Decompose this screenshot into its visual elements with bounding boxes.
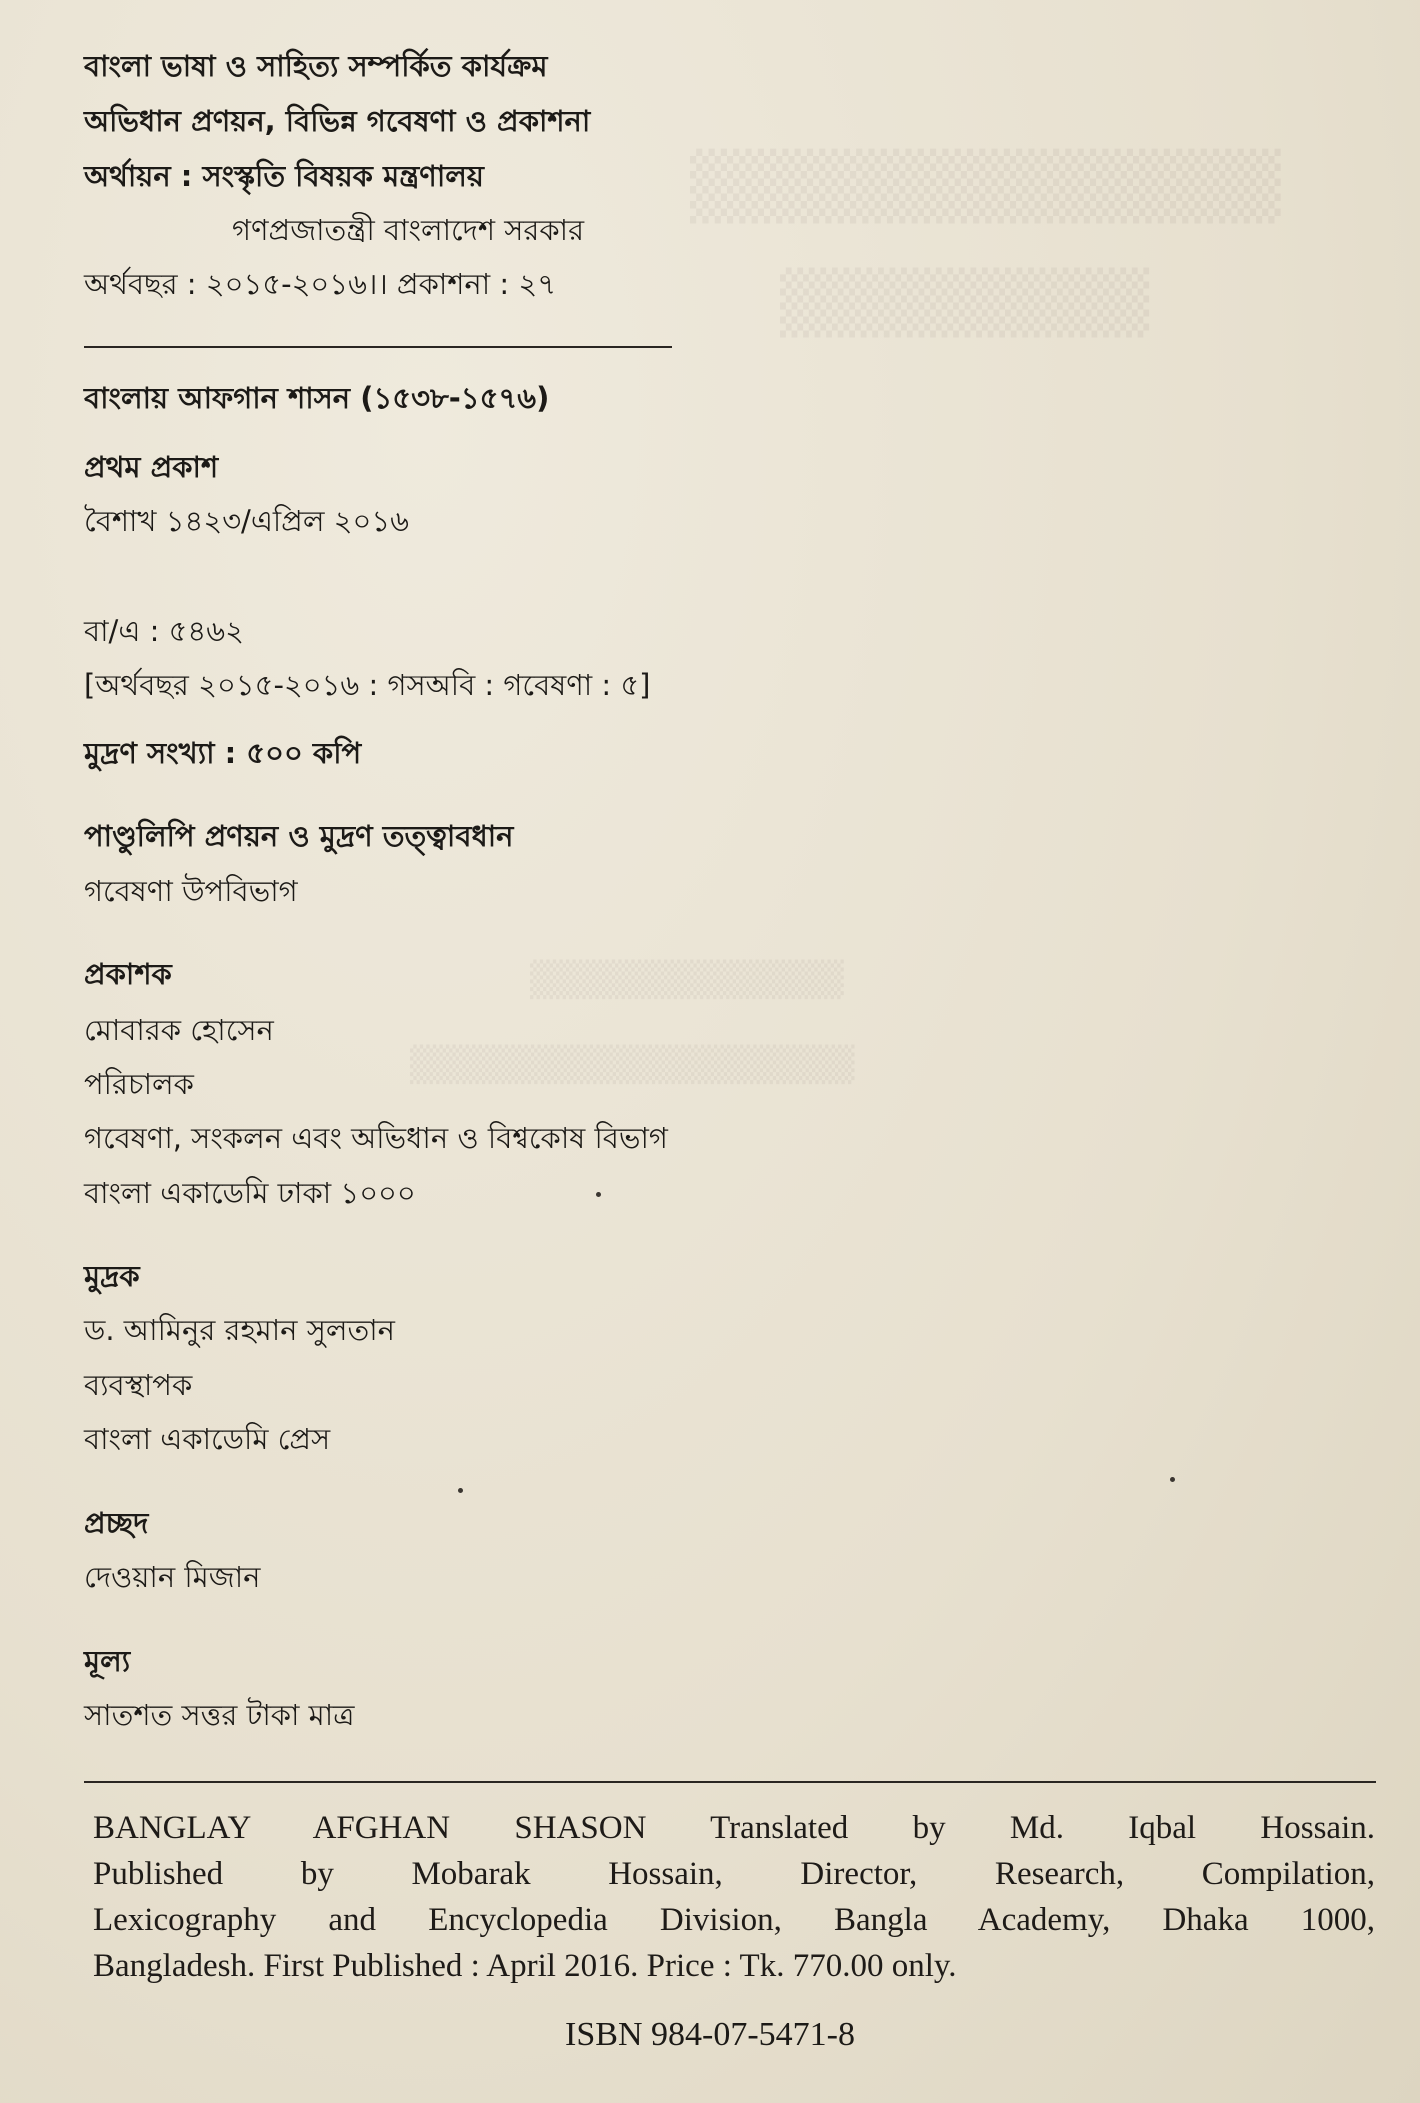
bleed-through-text: ▒▒▒▒▒▒▒▒▒▒▒▒ xyxy=(530,960,844,1000)
publisher-organization: বাংলা একাডেমি ঢাকা ১০০০ xyxy=(84,1176,416,1210)
price-label: মূল্য xyxy=(84,1644,131,1678)
publisher-department: গবেষণা, সংকলন এবং অভিধান ও বিশ্বকোষ বিভাগ xyxy=(84,1121,668,1155)
book-title: বাংলায় আফগান শাসন (১৫৩৮-১৫৭৬) xyxy=(84,381,550,415)
paper-speck xyxy=(458,1488,463,1493)
bleed-through-text: ▒▒▒▒▒▒▒▒▒▒▒▒ xyxy=(690,150,1281,224)
english-line-3: Lexicography and Encyclopedia Division, Bangla Academy, Dhaka 1000, xyxy=(93,1902,1375,1938)
publisher-role: পরিচালক xyxy=(84,1067,194,1101)
printer-role: ব্যবস্থাপক xyxy=(84,1368,193,1402)
printer-name: ড. আমিনুর রহমান সুলতান xyxy=(84,1313,395,1347)
fiscal-year-line: অর্থবছর : ২০১৫-২০১৬।। প্রকাশনা : ২৭ xyxy=(84,267,557,301)
government-line: গণপ্রজাতন্ত্রী বাংলাদেশ সরকার xyxy=(232,213,585,247)
cover-label: প্রচ্ছদ xyxy=(84,1506,149,1540)
cover-designer: দেওয়ান মিজান xyxy=(84,1560,261,1594)
isbn: ISBN 984-07-5471-8 xyxy=(565,2016,855,2053)
manuscript-label: পাণ্ডুলিপি প্রণয়ন ও মুদ্রণ তত্ত্বাবধান xyxy=(84,819,514,853)
printer-label: মুদ্রক xyxy=(84,1259,140,1293)
english-line-1: BANGLAY AFGHAN SHASON Translated by Md. Iqbal Hossain. xyxy=(93,1810,1375,1846)
publisher-label: প্রকাশক xyxy=(84,957,172,991)
english-line-4: Bangladesh. First Published : April 2016. Price : Tk. 770.00 only. xyxy=(93,1948,957,1984)
header-divider xyxy=(84,346,672,348)
funding-line: অর্থায়ন : সংস্কৃতি বিষয়ক মন্ত্রণালয় xyxy=(84,159,484,193)
first-edition-date: বৈশাখ ১৪২৩/এপ্রিল ২০১৬ xyxy=(84,504,410,538)
bleed-through-text: ▒▒▒▒▒▒▒▒ xyxy=(780,268,1150,338)
paper-speck xyxy=(596,1192,601,1197)
bleed-through-text: ▒▒▒▒▒▒▒▒▒▒▒▒▒▒▒▒▒ xyxy=(410,1045,855,1085)
program-line: বাংলা ভাষা ও সাহিত্য সম্পর্কিত কার্যক্রম xyxy=(84,49,548,83)
footer-divider xyxy=(84,1781,1376,1783)
english-line-2: Published by Mobarak Hossain, Director, Research, Compilation, xyxy=(93,1856,1375,1892)
catalog-detail: [অর্থবছর ২০১৫-২০১৬ : গসঅবি : গবেষণা : ৫] xyxy=(84,668,651,702)
printer-organization: বাংলা একাডেমি প্রেস xyxy=(84,1422,331,1456)
paper-speck xyxy=(1170,1477,1175,1482)
publisher-name: মোবারক হোসেন xyxy=(84,1013,274,1047)
manuscript-value: গবেষণা উপবিভাগ xyxy=(84,874,298,908)
first-edition-label: প্রথম প্রকাশ xyxy=(84,450,219,484)
print-run: মুদ্রণ সংখ্যা : ৫০০ কপি xyxy=(84,736,362,770)
english-imprint xyxy=(93,1805,1375,1989)
price-value: সাতশত সত্তর টাকা মাত্র xyxy=(84,1698,355,1732)
activities-line: অভিধান প্রণয়ন, বিভিন্ন গবেষণা ও প্রকাশনা xyxy=(84,104,591,138)
catalog-number: বা/এ : ৫৪৬২ xyxy=(84,614,244,648)
